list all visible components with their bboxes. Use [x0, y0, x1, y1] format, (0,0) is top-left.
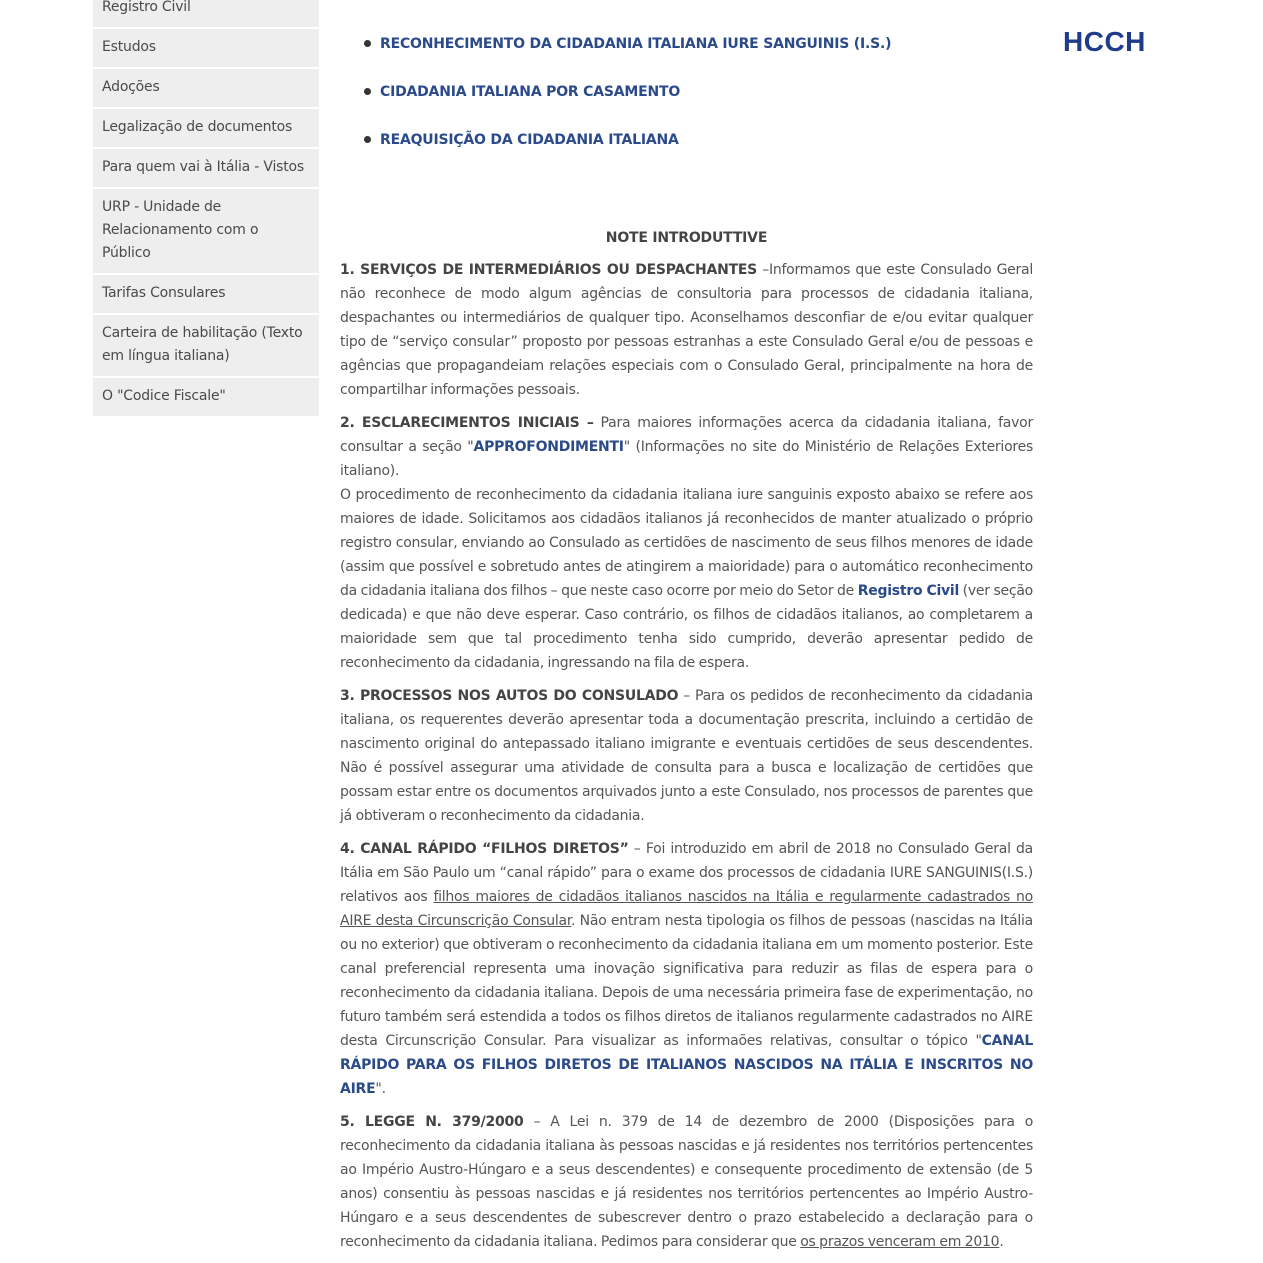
- sidebar-item-estudos[interactable]: Estudos: [93, 29, 319, 69]
- link-reaquisicao[interactable]: REAQUISIÇÃO DA CIDADANIA ITALIANA: [380, 132, 679, 148]
- link-registro-civil[interactable]: Registro Civil: [857, 583, 959, 599]
- list-item: [364, 32, 1024, 56]
- paragraph-processos: [340, 684, 1033, 828]
- paragraph-servicos: [340, 258, 1033, 402]
- link-filhos-maiores[interactable]: filhos maiores de cidadãos italianos nascidos na Itália e regularmente cadastrados no AIRE desta Circunscrição Consular: [340, 889, 1033, 929]
- sidebar-item-codice-fiscale[interactable]: O "Codice Fiscale": [93, 378, 319, 418]
- text: O procedimento de reconhecimento da cidadania italiana iure sanguinis exposto abaixo se refere aos maiores de idade. Solicitamos aos cidadãos italianos já reconhecidos de manter atualizado o próprio registro consular, enviando ao Consulado as certidões de nascimento de seus filhos menores de idade (assim que possível e sobretudo antes de atingirem a maioridade) para o automático reconhecimento da cidadania italiana dos filhos – que neste caso ocorre por meio do Setor de: [340, 487, 1033, 599]
- text: ".: [375, 1081, 386, 1097]
- citizenship-links: [364, 32, 1024, 176]
- text: . Não entram nesta tipologia os filhos de pessoas (nascidas na Itália ou no exterior) que obtiveram o reconhecimento da cidadania italiana em um momento posterior. Este canal preferencial representa uma inovação significativa para reduzir as filas de espera para o reconhecimento da cidadania italiana. Depois de uma necessária primeira fase de experimentação, no futuro também será estendida a todos os filhos diretos de italianos regularmente cadastrados no AIRE desta Circunscrição Consular. Para visualizar as informaões relativas, consultar o tópico ": [340, 913, 1033, 1049]
- sidebar-item-urp[interactable]: URP - Unidade de Relacionamento com o Público: [93, 189, 319, 275]
- text: Para maiores informações acerca da cidadania italiana, favor consultar a seção ": [340, 415, 1033, 455]
- text: – Foi introduzido em abril de 2018 no Consulado Geral da Itália em São Paulo um “canal rápido” para o exame dos processos de cidadania IURE SANGUINIS(I.S.) relativos aos: [340, 841, 1033, 905]
- sidebar-item-carteira[interactable]: Carteira de habilitação (Texto em língua italiana): [93, 315, 319, 378]
- link-canal-rapido[interactable]: CANAL RÁPIDO PARA OS FILHOS DIRETOS DE ITALIANOS NASCIDOS NA ITÁLIA E INSCRITOS NO AIRE: [340, 1033, 1033, 1097]
- sidebar-item-tarifas[interactable]: Tarifas Consulares: [93, 275, 319, 315]
- paragraph-legge: [340, 1110, 1033, 1254]
- link-prazos[interactable]: os prazos venceram em 2010: [800, 1234, 1000, 1250]
- link-casamento[interactable]: CIDADANIA ITALIANA POR CASAMENTO: [380, 84, 681, 100]
- heading-processos: 3. PROCESSOS NOS AUTOS DO CONSULADO: [340, 688, 679, 704]
- text: .: [999, 1234, 1004, 1250]
- section-title: NOTE INTRODUTTIVE: [605, 230, 768, 246]
- text: " (Informações no site do Ministério de Relações Exteriores italiano).: [340, 439, 1033, 479]
- intro-notes: [340, 258, 1033, 1263]
- sidebar-item-registro-civil[interactable]: Registro Civil: [93, 0, 319, 29]
- link-iure-sanguinis[interactable]: RECONHECIMENTO DA CIDADANIA ITALIANA IURE SANGUINIS (I.S.): [380, 36, 892, 52]
- text: – Para os pedidos de reconhecimento da cidadania italiana, os requerentes deverão apresentar toda a documentação prescrita, incluindo a certidão de nascimento original do antepassado italiano imigrante e eventuais certidões de seus descendentes. Não é possível assegurar uma atividade de consulta para a busca e localização de certidões que possam estar entre os documentos arquivados junto a este Consulado, nos processos de parentes que já obtiveram o reconhecimento da cidadania.: [340, 688, 1034, 824]
- text: –Informamos que este Consulado Geral não reconhece de modo algum agências de consultoria para processos de cidadania italiana, despachantes ou intermediários de qualquer tipo. Aconselhamos desconfiar de e/ou evitar qualquer tipo de “serviço consular” proposto por pessoas estranhas a este Consulado Geral e/ou de pessoas e agências que propagandeiam relações especiais com o Consulado Geral, principalmente na hora de compartilhar informações pessoais.: [340, 262, 1034, 398]
- sidebar-item-legalizacao[interactable]: Legalização de documentos: [93, 109, 319, 149]
- heading-canal-rapido: 4. CANAL RÁPIDO “FILHOS DIRETOS”: [340, 841, 629, 857]
- list-item: [364, 80, 1024, 104]
- heading-legge: 5. LEGGE N. 379/2000: [340, 1114, 524, 1130]
- paragraph-procedimento: [340, 483, 1033, 675]
- heading-esclarecimentos: 2. ESCLARECIMENTOS INICIAIS –: [340, 415, 594, 431]
- heading-servicos: 1. SERVIÇOS DE INTERMEDIÁRIOS OU DESPACHANTES: [340, 262, 758, 278]
- list-item: [364, 128, 1024, 152]
- paragraph-canal-rapido: [340, 837, 1033, 1101]
- text: (ver seção dedicada) e que não deve esperar. Caso contrário, os filhos de cidadãos italianos, ao completarem a maioridade sem que tal procedimento tenha sido cumprido, deverão apresentar pedido de reconhecimento da cidadania, ingressando na fila de espera.: [340, 583, 1033, 671]
- link-approfondimenti[interactable]: APPROFONDIMENTI: [473, 439, 624, 455]
- logo-text: HCCH: [1063, 26, 1146, 57]
- paragraph-esclarecimentos: [340, 411, 1033, 483]
- sidebar-item-vistos[interactable]: Para quem vai à Itália - Vistos: [93, 149, 319, 189]
- sidebar-item-adocoes[interactable]: Adoções: [93, 69, 319, 109]
- hcch-logo[interactable]: [1063, 0, 1153, 60]
- text: – A Lei n. 379 de 14 de dezembro de 2000 (Disposições para o reconhecimento da cidadania italiana às pessoas nascidas e já residentes nos territórios pertencentes ao Império Austro-Húngaro e a seus descendentes) e consequente procedimento de extensão (de 5 anos) consentiu às pessoas nascidas e já residentes nos territórios pertencentes ao Império Austro-Húngaro e a seus descendentes de subescrever dentro o prazo estabelecido a declaração para o reconhecimento da cidadania italiana. Pedimos para considerar que: [340, 1114, 1034, 1250]
- sidebar-menu: [93, 0, 319, 418]
